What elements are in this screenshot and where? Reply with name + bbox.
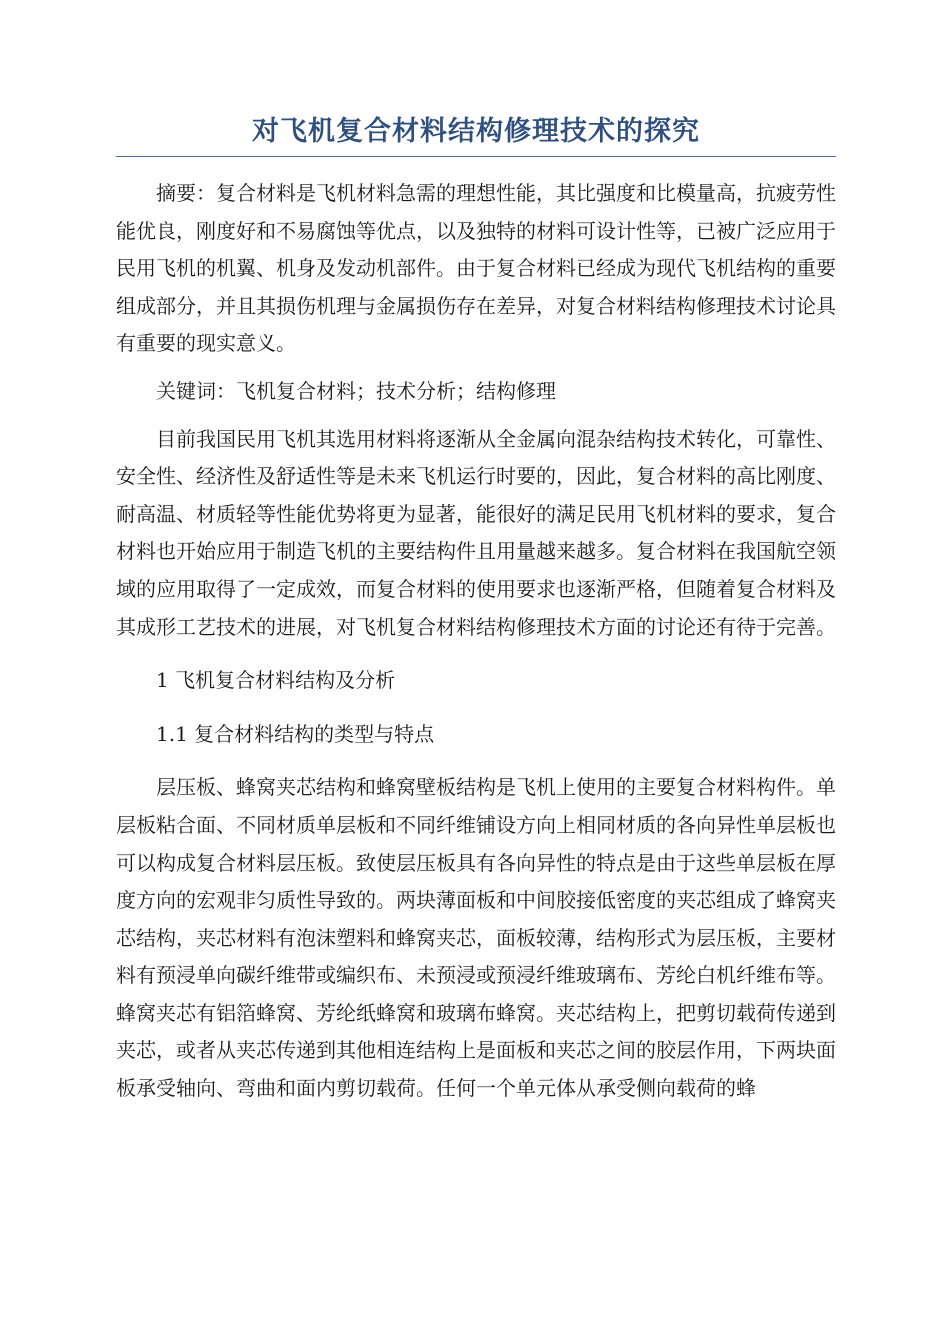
section-1-1-heading: 1.1 复合材料结构的类型与特点 — [156, 721, 435, 746]
section-1-1-body: 层压板、蜂窝夹芯结构和蜂窝壁板结构是飞机上使用的主要复合材料构件。单层板粘合面、不同材质单层板和不同纤维铺设方向上相同材质的各向异性单层板也可以构成复合材料层压板。致使层压板具有各向异性的特点是由于这些单层板在厚度方向的宏观非匀质性导致的。两块薄面板和中间胶接低密度的夹芯组成了蜂窝夹芯结构，夹芯材料有泡沫塑料和蜂窝夹芯，面板较薄，结构形式为层压板，主要材料有预浸单向碳纤维带或编织布、未预浸或预浸纤维玻璃布、芳纶白机纤维布等。蜂窝夹芯有铝箔蜂窝、芳纶纸蜂窝和玻璃布蜂窝。夹芯结构上，把剪切载荷传递到夹芯，或者从夹芯传递到其他相连结构上是面板和夹芯之间的胶层作用，下两块面板承受轴向、弯曲和面内剪切载荷。任何一个单元体从承受侧向载荷的蜂 — [116, 775, 836, 1101]
keywords-paragraph: 关键词：飞机复合材料；技术分析；结构修理 — [156, 378, 556, 403]
section-1-heading: 1 飞机复合材料结构及分析 — [156, 668, 396, 693]
document-title: 对飞机复合材料结构修理技术的探究 — [116, 110, 836, 157]
document-page — [116, 110, 836, 1108]
abstract-paragraph: 摘要：复合材料是飞机材料急需的理想性能，其比强度和比模量高，抗疲劳性能优良，刚度好和不易腐蚀等优点，以及独特的材料可设计性等，已被广泛应用于民用飞机的机翼、机身及发动机部件。由于复合材料已经成为现代飞机结构的重要组成部分，并且其损伤机理与金属损伤存在差异，对复合材料结构修理技术讨论具有重要的现实意义。 — [116, 181, 836, 356]
intro-paragraph: 目前我国民用飞机其选用材料将逐渐从全金属向混杂结构技术转化，可靠性、安全性、经济性及舒适性等是未来飞机运行时要的，因此，复合材料的高比刚度、耐高温、材质轻等性能优势将更为显著，能很好的满足民用飞机材料的要求，复合材料也开始应用于制造飞机的主要结构件且用量越来越多。复合材料在我国航空领域的应用取得了一定成效，而复合材料的使用要求也逐渐严格，但随着复合材料及其成形工艺技术的进展，对飞机复合材料结构修理技术方面的讨论还有待于完善。 — [116, 426, 836, 639]
